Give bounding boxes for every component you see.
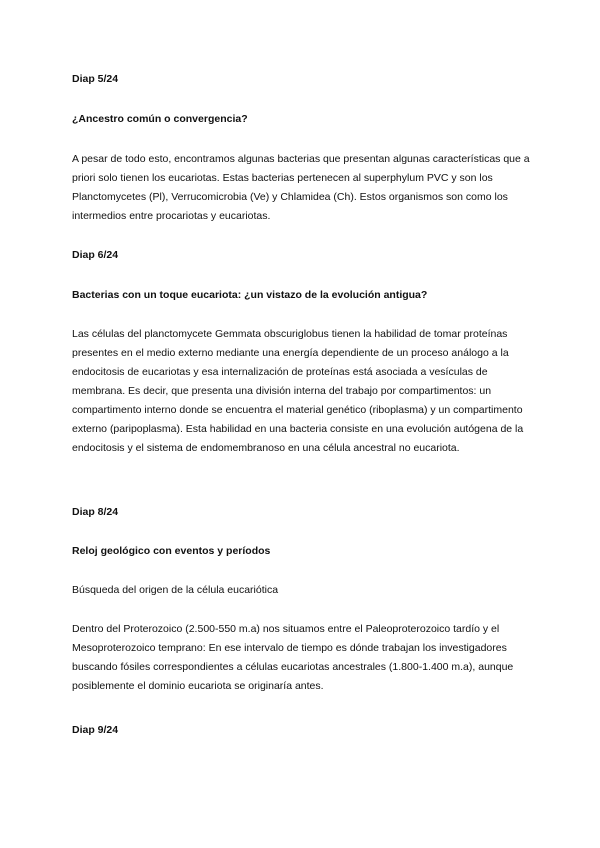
paragraph-bacterias: Las células del planctomycete Gemmata obscuriglobus tienen la habilidad de tomar proteínas presentes en el medio externo mediante una energía dependiente de un proceso análogo a la endocitosis de eucariotas y esa internalización de proteínas está asociada a vesículas de membrana. Es decir, que presenta una división interna del trabajo por compartimentos: un compartimento interno donde se encuentra el material genético (riboplasma) y un compartimento externo (paripoplasma). Esta habilidad en una bacteria consiste en una evolución autógena de la endocitosis y el sistema de endomembranoso en una célula ancestral no eucariota. xyxy=(72,328,524,454)
paragraph-proterozoico: Dentro del Proterozoico (2.500-550 m.a) nos situamos entre el Paleoproterozoico tardío y el Mesoproterozoico temprano: En ese intervalo de tiempo es dónde trabajan los investigadores buscando fósiles correspondientes a células eucariotas ancestrales (1.800-1.400 m.a), aunque posiblemente el dominio eucariota se originaría antes. xyxy=(72,623,514,692)
paragraph-ancestro: A pesar de todo esto, encontramos algunas bacterias que presentan algunas características que a priori solo tienen los eucariotas. Estas bacterias pertenecen al superphylum PVC y son los Planctomycetes (Pl), Verrucomicrobia (Ve) y Chlamidea (Ch). Estos organismos son como los intermedios entre procariotas y eucariotas. xyxy=(72,153,530,222)
slide-label-6: Diap 6/24 xyxy=(72,249,119,261)
section-heading-ancestro: ¿Ancestro común o convergencia? xyxy=(72,113,248,125)
section-heading-bacterias: Bacterias con un toque eucariota: ¿un vistazo de la evolución antigua? xyxy=(72,289,428,301)
section-heading-reloj: Reloj geológico con eventos y períodos xyxy=(72,545,271,557)
slide-label-9: Diap 9/24 xyxy=(72,724,119,736)
slide-label-8: Diap 8/24 xyxy=(72,506,119,518)
slide-label-5: Diap 5/24 xyxy=(72,73,119,85)
subheading-busqueda: Búsqueda del origen de la célula eucariótica xyxy=(72,584,279,596)
